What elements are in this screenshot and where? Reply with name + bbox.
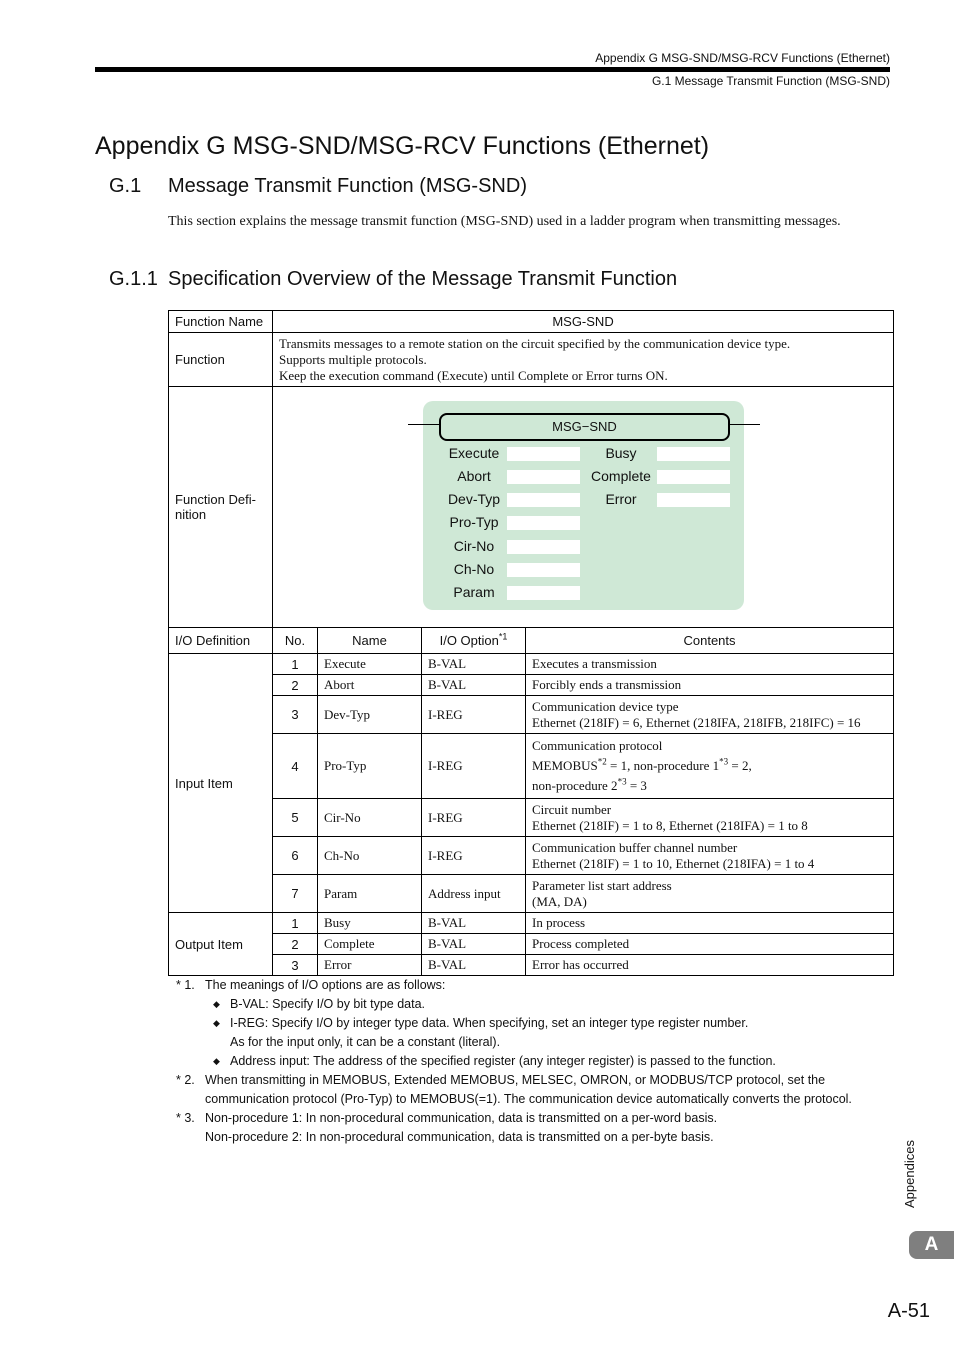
contents-line: Parameter list start address (532, 877, 672, 893)
col-io-option-header (422, 628, 526, 654)
section-title: Message Transmit Function (MSG-SND) (168, 175, 527, 197)
row-no: 3 (273, 955, 318, 976)
definition-label-line: nition (175, 507, 207, 522)
pin-dev-typ: Dev-Typ (447, 490, 501, 507)
function-name-value: MSG-SND (273, 311, 894, 333)
list-item (209, 995, 892, 1014)
row-contents: Forcibly ends a transmission (526, 675, 894, 696)
footnote-ref: *3 (719, 756, 729, 767)
row-no: 1 (273, 654, 318, 675)
row-no: 5 (273, 799, 318, 837)
footnote-1 (176, 976, 892, 1071)
row-name: Cir-No (318, 799, 422, 837)
list-item-text: B-VAL: Specify I/O by bit type data. (230, 997, 426, 1011)
footnote-text: The meanings of I/O options are as follows: (205, 978, 446, 992)
list-item (209, 1052, 892, 1071)
pin-ch-no: Ch-No (453, 560, 495, 577)
row-option: I-REG (422, 734, 526, 799)
table-row (169, 799, 894, 837)
table-row (169, 675, 894, 696)
function-block-diagram (273, 388, 893, 627)
function-block-name: MSG−SND (439, 413, 730, 441)
appendix-tab: A (909, 1231, 954, 1259)
footnote-mark: * 2. (176, 1073, 195, 1087)
subsection-title: Specification Overview of the Message Transmit Function (168, 268, 678, 290)
footnote-mark: * 3. (176, 1111, 195, 1125)
row-no: 2 (273, 675, 318, 696)
table-row (169, 913, 894, 934)
row-name: Busy (318, 913, 422, 934)
row-contents (526, 696, 894, 734)
contents-text: = 1, non-procedure 1 (606, 758, 720, 773)
contents-line: Communication buffer channel number (532, 839, 738, 855)
function-description (273, 333, 894, 387)
contents-text: MEMOBUS (532, 758, 598, 773)
row-contents: Executes a transmission (526, 654, 894, 675)
row-no: 7 (273, 875, 318, 913)
row-no: 1 (273, 913, 318, 934)
bullet-icon: ◆ (213, 1018, 220, 1028)
table-row (169, 955, 894, 976)
footnote-ref: *2 (597, 756, 607, 767)
row-option: I-REG (422, 799, 526, 837)
pin-abort: Abort (457, 467, 491, 484)
row-name: Error (318, 955, 422, 976)
side-section-label: Appendices (902, 1140, 917, 1208)
function-name-label: Function Name (169, 311, 273, 333)
row-contents (526, 837, 894, 875)
row-option: I-REG (422, 696, 526, 734)
io-definition-label: I/O Definition (169, 628, 273, 654)
table-row (169, 934, 894, 955)
running-header-chapter: Appendix G MSG-SND/MSG-RCV Functions (Ethernet) (595, 51, 890, 65)
definition-label-line: Function Defi- (175, 492, 256, 507)
pin-cir-no-box (507, 540, 580, 554)
row-option: B-VAL (422, 955, 526, 976)
page-number: A-51 (887, 1300, 930, 1322)
pin-complete: Complete (591, 467, 651, 484)
running-header-section: G.1 Message Transmit Function (MSG-SND) (651, 74, 890, 88)
function-label: Function (169, 333, 273, 387)
row-option: B-VAL (422, 654, 526, 675)
footnote-mark: * 1. (176, 978, 195, 992)
bullet-icon: ◆ (213, 1056, 220, 1066)
contents-line: Circuit number (532, 801, 612, 817)
pin-cir-no: Cir-No (453, 537, 495, 554)
contents-text: = 2, (728, 758, 752, 773)
intro-paragraph: This section explains the message transmit function (MSG-SND) used in a ladder program when transmitting messages. (168, 214, 841, 229)
footnote-text: When transmitting in MEMOBUS, Extended MEMOBUS, MELSEC, OMRON, or MODBUS/TCP protocol, set the communication protocol (Pro-Typ) to MEMOBUS(=1). The communication device automatically converts the protocol. (205, 1073, 852, 1106)
output-item-label: Output Item (169, 913, 273, 976)
io-option-text: I/O Option (439, 633, 499, 648)
contents-line: Communication device type (532, 698, 679, 714)
footnotes (176, 976, 892, 1147)
footnote-3 (176, 1109, 892, 1147)
table-row (169, 837, 894, 875)
bullet-icon: ◆ (213, 999, 220, 1009)
contents-line: Communication protocol (532, 738, 663, 753)
footnote-text: Non-procedure 1: In non-procedural communication, data is transmitted on a per-word basis. (205, 1111, 718, 1125)
row-option: B-VAL (422, 913, 526, 934)
contents-line: Ethernet (218IF) = 1 to 10, Ethernet (218IFA) = 1 to 4 (532, 855, 815, 871)
pin-complete-box (657, 470, 730, 484)
row-contents (526, 799, 894, 837)
row-contents (526, 875, 894, 913)
footnote-ref: *3 (617, 776, 627, 787)
contents-text: = 3 (626, 778, 647, 793)
row-option: Address input (422, 875, 526, 913)
list-item-text: Address input: The address of the specified register (any integer register) is passed to the function. (230, 1054, 776, 1068)
list-item-text: I-REG: Specify I/O by integer type data. When specifying, set an integer type register number. (230, 1016, 749, 1030)
table-row (169, 654, 894, 675)
row-contents: Error has occurred (526, 955, 894, 976)
function-line: Keep the execution command (Execute) until Complete or Error turns ON. (279, 367, 668, 383)
function-line: Supports multiple protocols. (279, 351, 427, 367)
contents-line: (MA, DA) (532, 893, 587, 909)
pin-execute: Execute (448, 444, 500, 461)
pin-pro-typ: Pro-Typ (449, 513, 499, 530)
row-no: 2 (273, 934, 318, 955)
header-rule (95, 67, 890, 72)
pin-error-box (657, 493, 730, 507)
function-definition-label (169, 387, 273, 628)
col-name-header: Name (318, 628, 422, 654)
contents-line: Ethernet (218IF) = 1 to 8, Ethernet (218IFA) = 1 to 8 (532, 817, 808, 833)
footnote-text: Non-procedure 2: In non-procedural communication, data is transmitted on a per-byte basis. (205, 1130, 714, 1144)
row-no: 3 (273, 696, 318, 734)
row-no: 4 (273, 734, 318, 799)
list-item (209, 1014, 892, 1033)
function-block-cell (273, 387, 894, 628)
subsection-number: G.1.1 (109, 268, 158, 290)
pin-param: Param (453, 583, 495, 600)
col-contents-header: Contents (526, 628, 894, 654)
row-name: Ch-No (318, 837, 422, 875)
row-option: B-VAL (422, 934, 526, 955)
row-name: Complete (318, 934, 422, 955)
row-name: Execute (318, 654, 422, 675)
row-option: B-VAL (422, 675, 526, 696)
pin-pro-typ-box (507, 516, 580, 530)
row-contents: Process completed (526, 934, 894, 955)
pin-param-box (507, 586, 580, 600)
input-item-label: Input Item (169, 654, 273, 913)
row-name: Pro-Typ (318, 734, 422, 799)
row-name: Abort (318, 675, 422, 696)
footnote-ref: *1 (498, 631, 508, 642)
section-number: G.1 (109, 175, 142, 197)
row-no: 6 (273, 837, 318, 875)
row-name: Dev-Typ (318, 696, 422, 734)
contents-text: non-procedure 2 (532, 778, 618, 793)
row-contents (526, 734, 894, 799)
pin-busy-box (657, 447, 730, 461)
table-row (169, 734, 894, 799)
contents-line (532, 776, 887, 796)
pin-busy: Busy (605, 444, 637, 461)
contents-line (532, 756, 887, 776)
col-no-header: No. (273, 628, 318, 654)
pin-abort-box (507, 470, 580, 484)
row-contents: In process (526, 913, 894, 934)
spec-table (168, 310, 894, 976)
table-row (169, 696, 894, 734)
row-option: I-REG (422, 837, 526, 875)
section-heading (109, 175, 527, 198)
function-line: Transmits messages to a remote station on the circuit specified by the communication device type. (279, 335, 791, 351)
row-name: Param (318, 875, 422, 913)
input-connector-line (408, 424, 443, 425)
pin-dev-typ-box (507, 493, 580, 507)
subsection-heading (109, 268, 677, 291)
pin-execute-box (507, 447, 580, 461)
page-title: Appendix G MSG-SND/MSG-RCV Functions (Ethernet) (95, 132, 710, 160)
pin-ch-no-box (507, 563, 580, 577)
list-item-continuation: As for the input only, it can be a constant (literal). (230, 1035, 501, 1049)
contents-line: Ethernet (218IF) = 6, Ethernet (218IFA, 218IFB, 218IFC) = 16 (532, 714, 861, 730)
footnote-2 (176, 1071, 892, 1109)
pin-error: Error (605, 490, 637, 507)
table-row (169, 875, 894, 913)
